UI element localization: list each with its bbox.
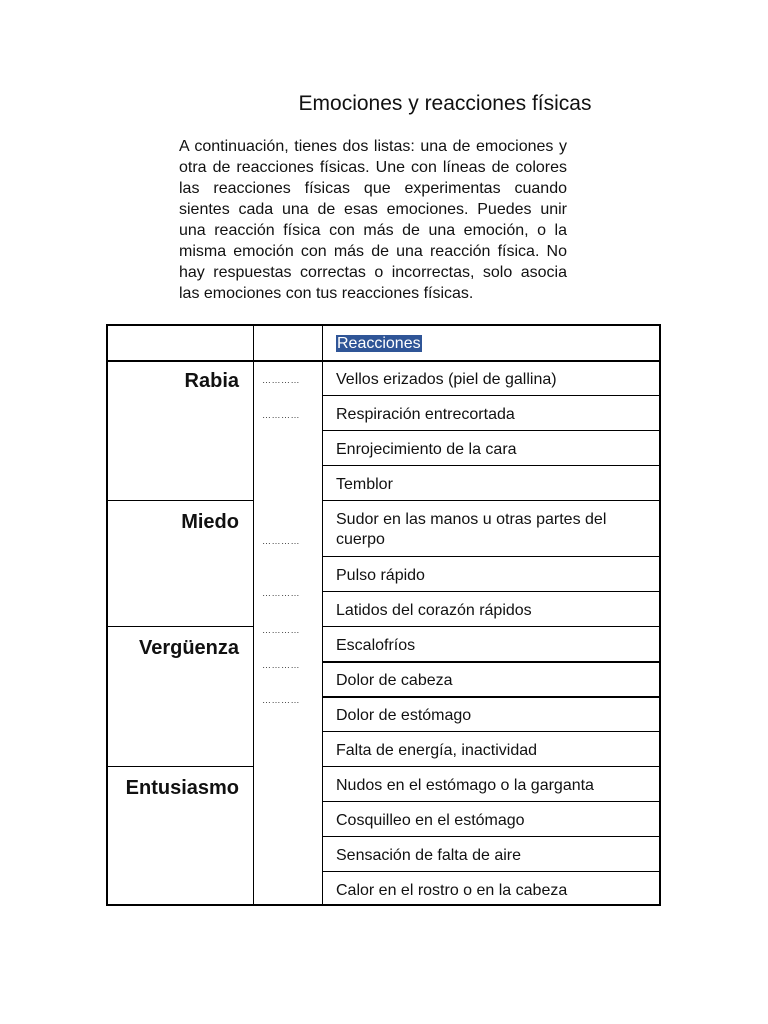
connector-dots: ………… xyxy=(262,536,300,546)
reaction-item: Vellos erizados (piel de gallina) xyxy=(336,371,557,388)
emotion-rabia: Rabia xyxy=(184,370,239,392)
reactions-header xyxy=(336,334,670,354)
reaction-item: Falta de energía, inactividad xyxy=(336,742,538,759)
reaction-divider xyxy=(322,500,659,501)
reaction-item: Temblor xyxy=(336,476,393,493)
reaction-item: Cosquilleo en el estómago xyxy=(336,812,525,829)
reaction-divider xyxy=(322,871,659,872)
reaction-item: Calor en el rostro o en la cabeza xyxy=(336,882,568,899)
reaction-item: Escalofríos xyxy=(336,637,416,654)
reaction-divider xyxy=(322,591,659,592)
emotion-entusiasmo: Entusiasmo xyxy=(125,777,239,799)
reaction-divider xyxy=(322,836,659,837)
column-divider xyxy=(322,326,323,904)
connector-dots: ………… xyxy=(262,375,300,385)
reaction-divider xyxy=(322,801,659,802)
reaction-divider xyxy=(322,430,659,431)
column-divider xyxy=(253,326,254,904)
reaction-item: Pulso rápido xyxy=(336,567,425,584)
reaction-divider xyxy=(322,556,659,557)
reaction-divider xyxy=(322,626,659,627)
reaction-item: Nudos en el estómago o la garganta xyxy=(336,777,594,794)
reaction-item: Enrojecimiento de la cara xyxy=(336,441,517,458)
emotions-reactions-table xyxy=(106,324,661,906)
connector-dots: ………… xyxy=(262,695,300,705)
reaction-item: Sensación de falta de aire xyxy=(336,847,522,864)
reaction-item: Respiración entrecortada xyxy=(336,406,515,423)
instructions-paragraph: A continuación, tienes dos listas: una de emociones y otra de reacciones físicas. Une con líneas de colores las reacciones físicas que experimentas cuando sientes cada una de esas emociones. Puedes unir una reacción física con más de una emoción, o la misma emoción con más de una reacción física. No hay respuestas correctas o incorrectas, solo asocia las emociones con tus reacciones físicas. xyxy=(179,138,567,302)
emotion-verguenza: Vergüenza xyxy=(138,637,239,659)
connector-dots: ………… xyxy=(262,410,300,420)
reaction-item: Dolor de cabeza xyxy=(336,672,453,689)
reaction-divider xyxy=(322,766,659,767)
reaction-divider xyxy=(322,696,659,698)
reaction-divider xyxy=(322,661,659,663)
emotion-divider xyxy=(108,766,253,767)
reaction-divider xyxy=(322,465,659,466)
header-divider xyxy=(108,360,659,362)
connector-dots: ………… xyxy=(262,588,300,598)
reaction-item: Latidos del corazón rápidos xyxy=(336,602,532,619)
emotion-divider xyxy=(108,500,253,501)
reaction-item: Dolor de estómago xyxy=(336,707,472,724)
connector-dots: ………… xyxy=(262,660,300,670)
reaction-item: Sudor en las manos u otras partes del cuerpo xyxy=(336,511,607,548)
page-title: Emociones y reacciones físicas xyxy=(298,92,592,115)
connector-dots: ………… xyxy=(262,625,300,635)
reaction-divider xyxy=(322,395,659,396)
emotion-miedo: Miedo xyxy=(181,511,239,533)
reactions-header-label: Reacciones xyxy=(337,335,421,352)
reaction-divider xyxy=(322,731,659,732)
emotion-divider xyxy=(108,626,253,627)
